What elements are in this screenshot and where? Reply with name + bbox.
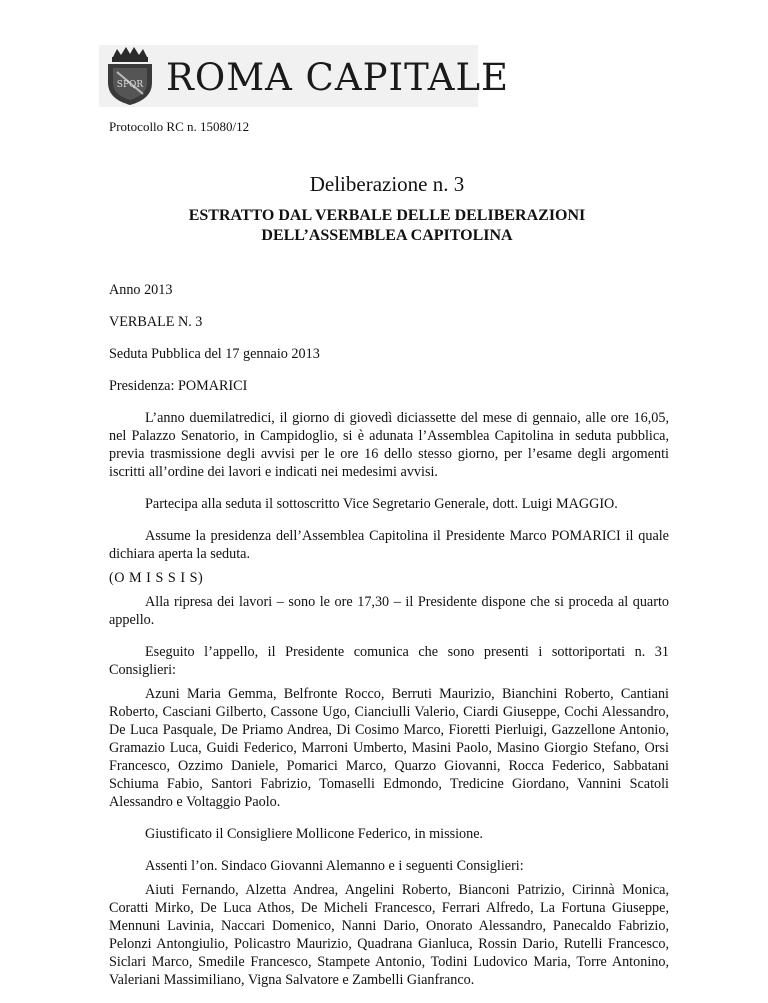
present-councillors-list: Azuni Maria Gemma, Belfronte Rocco, Berruti Maurizio, Bianchini Roberto, Cantiani Roberto, Casciani Gilberto, Cassone Ugo, Cianciulli Valerio, Ciardi Giuseppe, Cochi Alessandro, De Luca Pasquale, De Priamo Andrea, Di Cosimo Marco, Fioretti Pierluigi, Gazzellone Antonio, Gramazio Luca, Guidi Federico, Marroni Umberto, Masini Paolo, Masino Giorgio Stefano, Orsi Francesco, Ozzimo Daniele, Pomarici Marco, Quarzo Giovanni, Rocca Federico, Sabbatani Schiuma Fabio, Santori Fabrizio, Tomaselli Edmondo, Tredicine Giordano, Vannini Scatoli Alessandro e Voltaggio Paolo.: [109, 686, 669, 810]
year-line: Anno 2013: [109, 282, 173, 298]
letterhead: [99, 45, 510, 107]
subtitle-line-2: DELL’ASSEMBLEA CAPITOLINA: [261, 227, 513, 244]
deliberation-title: Deliberazione n. 3: [309, 172, 465, 196]
presidency-paragraph: Assume la presidenza dell’Assemblea Capitolina il Presidente Marco POMARICI il quale dichiara aperta la seduta.: [109, 528, 669, 562]
document-body: [109, 281, 669, 1003]
presidency-line: Presidenza: POMARICI: [109, 378, 248, 394]
secretary-paragraph: Partecipa alla seduta il sottoscritto Vice Segretario Generale, dott. Luigi MAGGIO.: [145, 496, 618, 512]
justified-paragraph: Giustificato il Consigliere Mollicone Federico, in missione.: [145, 826, 484, 842]
resumption-paragraph: Alla ripresa dei lavori – sono le ore 17,30 – il Presidente dispone che si proceda al quarto appello.: [109, 594, 669, 628]
verbale-line: VERBALE N. 3: [109, 314, 203, 330]
opening-paragraph: L’anno duemilatredici, il giorno di giovedì diciassette del mese di gennaio, alle ore 16,05, nel Palazzo Senatorio, in Campidoglio, si è adunata l’Assemblea Capitolina in seduta pubblica, previa trasmissione degli avvisi per le ore 16 dello stesso giorno, per l’esame degli argomenti iscritti all’ordine dei lavori e indicati nei medesimi avvisi.: [109, 410, 669, 480]
roma-capitale-shield-logo: [99, 45, 161, 107]
absent-councillors-list: Aiuti Fernando, Alzetta Andrea, Angelini Roberto, Bianconi Patrizio, Cirinnà Monica, Coratti Mirko, De Luca Athos, De Micheli Francesco, Ferrari Alfredo, La Fortuna Giuseppe, Mennuni Lavinia, Naccari Domenico, Nanni Dario, Onorato Alessandro, Panecaldo Fabrizio, Pelonzi Antongiulio, Policastro Maurizio, Quadrana Gianluca, Rossin Dario, Rutelli Francesco, Siclari Marco, Smedile Francesco, Stampete Antonio, Todini Ludovico Maria, Torre Antonino, Valeriani Massimiliano, Vigna Salvatore e Zambelli Gianfranco.: [109, 882, 669, 988]
absent-paragraph: Assenti l’on. Sindaco Giovanni Alemanno e i seguenti Consiglieri:: [145, 858, 524, 874]
shield-spqr-text: SPQR: [116, 80, 144, 90]
protocol-number: Protocollo RC n. 15080/12: [109, 119, 250, 134]
subtitle-line-1: ESTRATTO DAL VERBALE DELLE DELIBERAZIONI: [188, 207, 586, 224]
omissis-marker: (O M I S S I S): [109, 570, 204, 586]
document-subtitle: [100, 206, 674, 246]
session-line: Seduta Pubblica del 17 gennaio 2013: [109, 346, 320, 362]
brand-name: ROMA CAPITALE: [166, 56, 510, 99]
roll-call-paragraph: Eseguito l’appello, il Presidente comunica che sono presenti i sottoriportati n. 31 Consiglieri:: [109, 644, 669, 678]
